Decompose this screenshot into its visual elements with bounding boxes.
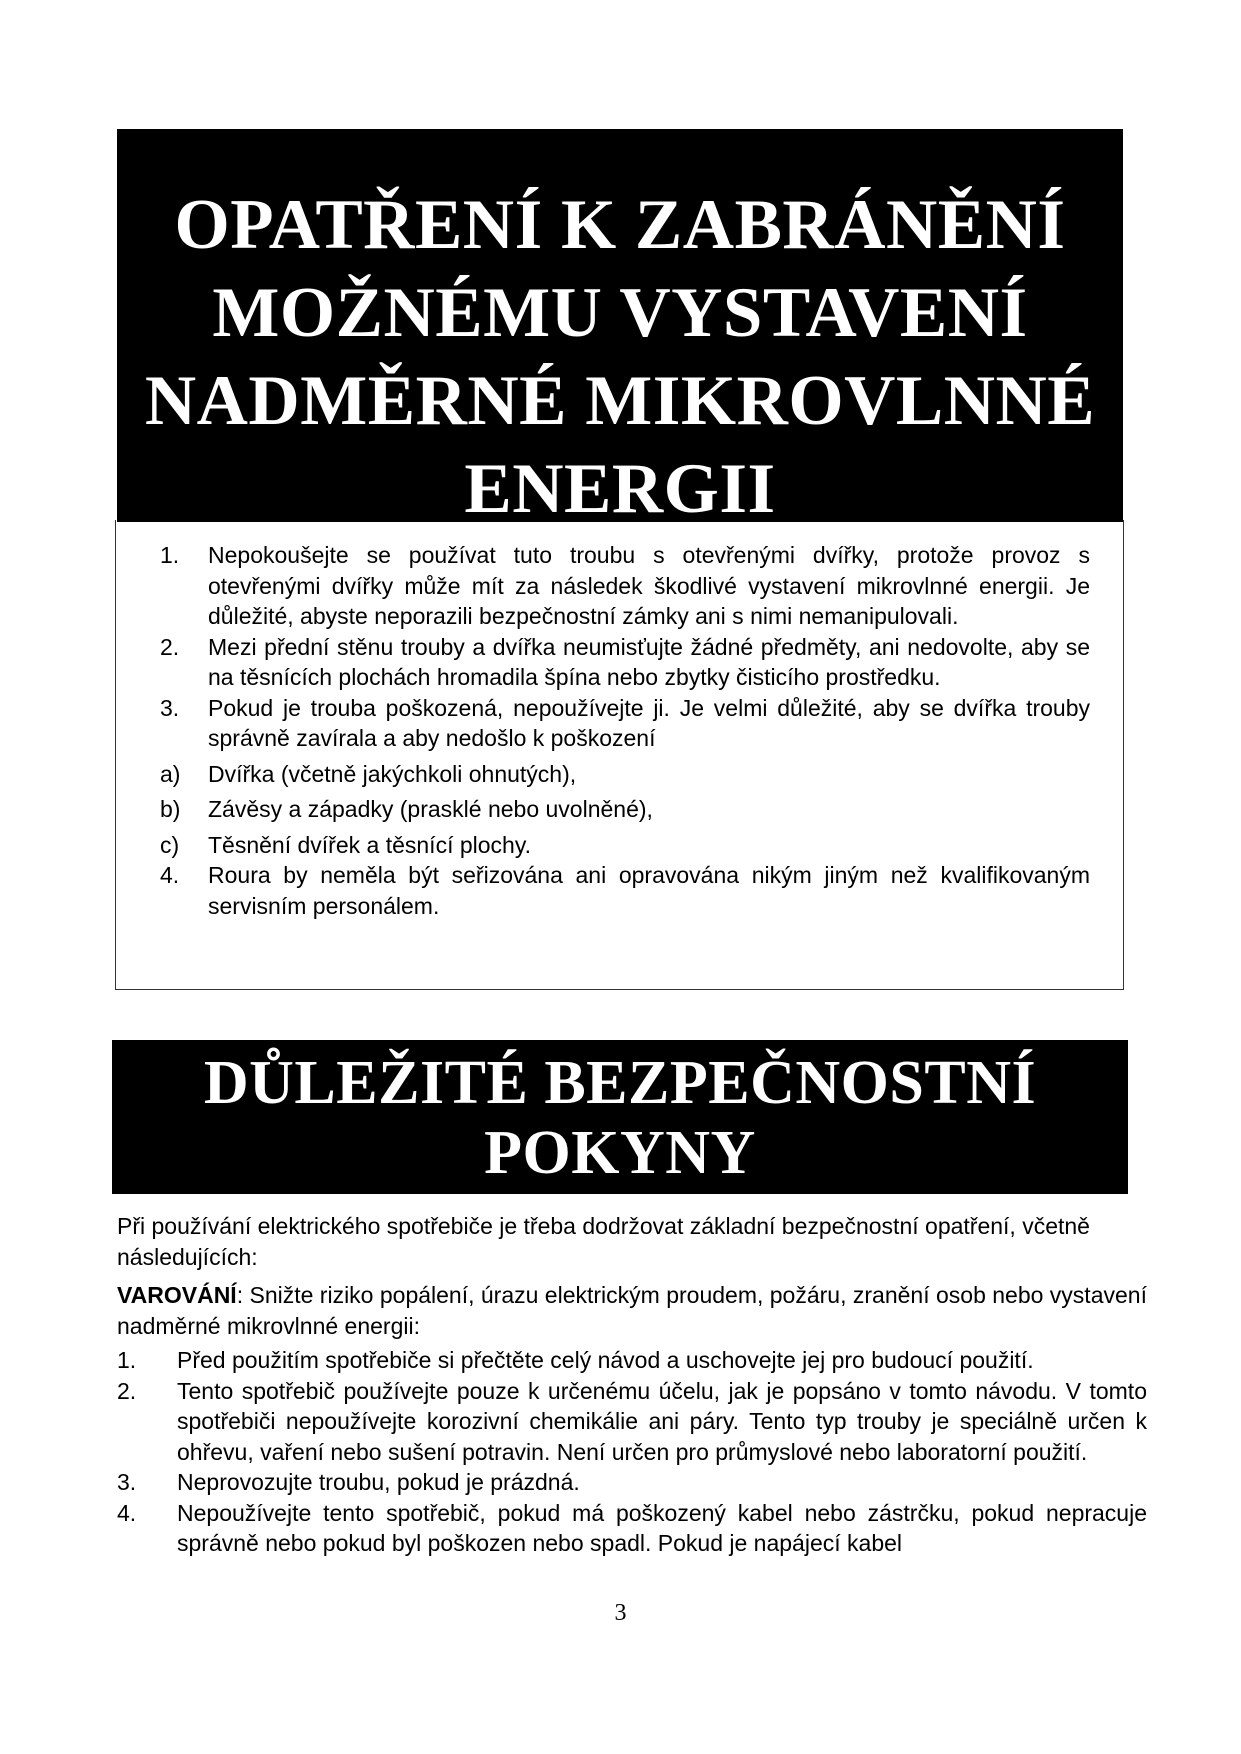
section2-title-line: POKYNY [484, 1119, 756, 1187]
item-number: 2. [160, 633, 180, 660]
item-number: 1. [117, 1347, 137, 1373]
list-item [160, 860, 1090, 921]
item-number: 4. [160, 862, 180, 888]
list-item [160, 632, 1090, 693]
section2-title-line: DŮLEŽITÉ BEZPEČNOSTNÍ [203, 1049, 1037, 1117]
item-number: 4. [117, 1499, 137, 1526]
section1-title-line: MOŽNÉMU VYSTAVENÍ [212, 274, 1028, 352]
item-text: Před použitím spotřebiče si přečtěte celý návod a uschovejte jej pro budoucí použití. [177, 1347, 1034, 1373]
list-item [160, 693, 1090, 754]
item-text: Mezi přední stěnu trouby a dvířka neumisťujte žádné předměty, ani nedovolte, aby se na těsnících plochách hromadila špína nebo zbytky čisticího prostředku. [208, 633, 1090, 690]
item-text: Tento spotřebič používejte pouze k určenému účelu, jak je popsáno v tomto návodu. V tomto spotřebiči nepoužívejte korozivní chemikálie ani páry. Tento typ trouby je speciálně určen k ohřevu, vaření nebo sušení potravin. Není určen pro průmyslové nebo laboratorní použití. [177, 1377, 1147, 1465]
section2-warning [117, 1280, 1147, 1341]
section1-title-line: ENERGII [464, 450, 776, 528]
section1-title [117, 181, 1123, 533]
list-item [160, 540, 1090, 632]
section2-title-banner [112, 1040, 1128, 1194]
list-item [117, 1376, 1147, 1468]
item-text: Neprovozujte troubu, pokud je prázdná. [177, 1469, 580, 1495]
warning-label: VAROVÁNÍ [117, 1282, 237, 1308]
item-number: 3. [160, 694, 180, 721]
item-number: a) [160, 760, 181, 787]
section2-title [112, 1048, 1128, 1188]
list-item [117, 1345, 1147, 1376]
item-number: 3. [117, 1469, 137, 1495]
item-number: 1. [160, 542, 180, 568]
item-number: 2. [117, 1377, 137, 1404]
item-text: Nepokoušejte se používat tuto troubu s otevřenými dvířky, protože provoz s otevřenými dvířky může mít za následek škodlivé vystavení mikrovlnné energii. Je důležité, abyste neporazili bezpečnostní zámky ani s nimi nemanipulovali. [208, 542, 1090, 629]
item-number: b) [160, 796, 181, 822]
item-text: Roura by neměla být seřizována ani opravována nikým jiným než kvalifikovaným servisním personálem. [208, 862, 1090, 919]
list-item [160, 759, 1090, 790]
section2-list [117, 1345, 1147, 1559]
item-text: Těsnění dvířek a těsnící plochy. [208, 831, 532, 858]
list-item [117, 1467, 1147, 1498]
item-text: Pokud je trouba poškozená, nepoužívejte ji. Je velmi důležité, aby se dvířka trouby správně zavírala a aby nedošlo k poškození [208, 694, 1090, 751]
item-text: Nepoužívejte tento spotřebič, pokud má poškozený kabel nebo zástrčku, pokud nepracuje správně nebo pokud byl poškozen nebo spadl. Pokud je napájecí kabel [177, 1499, 1147, 1556]
section2-intro: Při používání elektrického spotřebiče je třeba dodržovat základní bezpečnostní opatření, včetně následujících: [117, 1213, 1090, 1270]
section1-title-line: NADMĚRNÉ MIKROVLNNÉ [144, 362, 1096, 440]
section2-body [117, 1211, 1147, 1559]
section1-title-banner [117, 129, 1123, 528]
item-number: c) [160, 831, 180, 858]
list-item [117, 1498, 1147, 1559]
section1-list [160, 540, 1090, 921]
item-text: Dvířka (včetně jakýchkoli ohnutých), [208, 760, 577, 787]
page-number: 3 [614, 1600, 627, 1626]
warning-text: : Snižte riziko popálení, úrazu elektrickým proudem, požáru, zranění osob nebo vystavení nadměrné mikrovlnné energii: [117, 1282, 1147, 1339]
section1-title-line: OPATŘENÍ K ZABRÁNĚNÍ [174, 186, 1066, 264]
item-text: Závěsy a západky (prasklé nebo uvolněné), [208, 796, 653, 822]
list-item [160, 830, 1090, 861]
list-item [160, 794, 1090, 825]
